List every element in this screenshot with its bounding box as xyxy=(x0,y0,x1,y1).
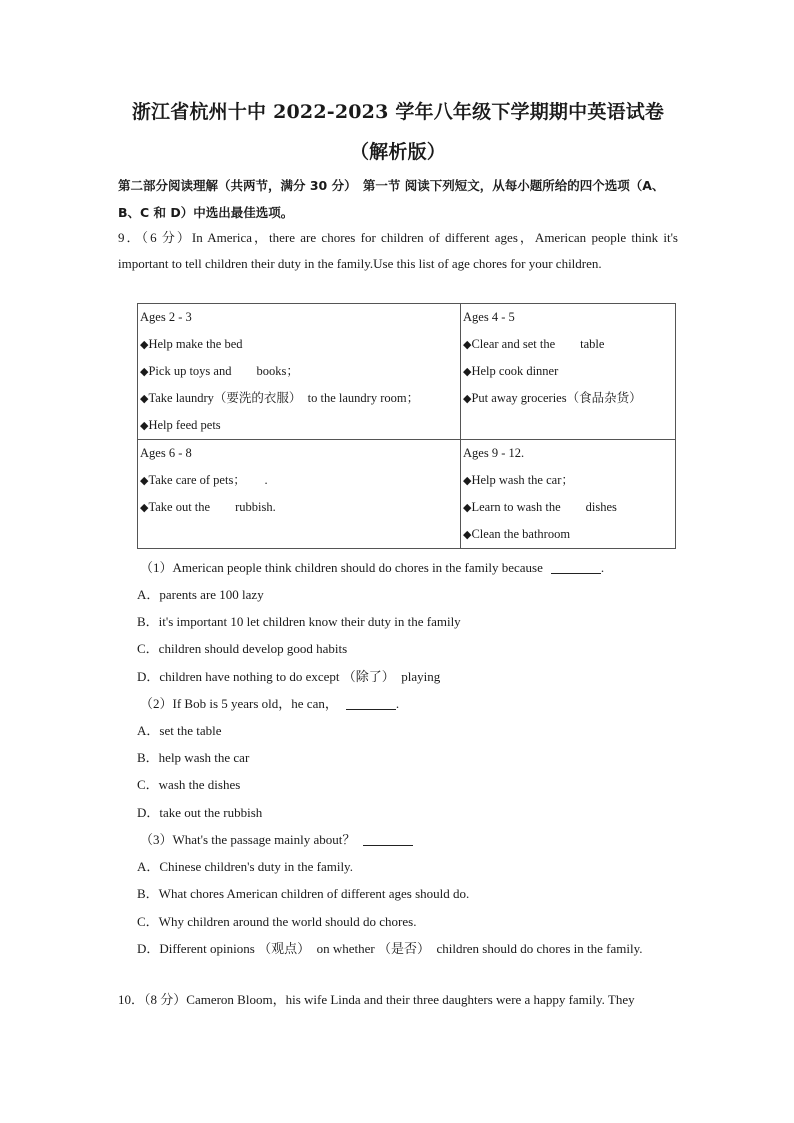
cell-header: Ages 6 - 8 xyxy=(140,446,192,460)
diamond-bullet-icon: ◆ xyxy=(463,502,472,514)
option-c[interactable]: C．children should develop good habits xyxy=(137,641,348,656)
sub-question-stem: （1）American people think children should do chores in the family because xyxy=(140,560,543,575)
cell-header: Ages 2 - 3 xyxy=(140,310,192,324)
diamond-bullet-icon: ◆ xyxy=(140,339,149,351)
list-item: ◆Learn to wash the dishes xyxy=(463,500,617,514)
option-b[interactable]: B．it's important 10 let children know their duty in the family xyxy=(137,614,461,629)
list-item: ◆Put away groceries（食品杂货） xyxy=(463,391,642,405)
answer-blank[interactable] xyxy=(363,831,413,846)
cell-header: Ages 9 - 12. xyxy=(463,446,525,460)
sub-question-1: （1）American people think children should do chores in the family because . xyxy=(140,560,605,575)
table-cell xyxy=(138,440,461,549)
table-row xyxy=(138,304,676,440)
diamond-bullet-icon: ◆ xyxy=(463,393,472,405)
option-d[interactable]: D．Different opinions （观点） on whether （是否） children should do chores in the family. xyxy=(137,941,643,956)
question-score: （6 分） xyxy=(141,230,192,245)
list-item: ◆Take care of pets； . xyxy=(140,473,268,487)
option-b[interactable]: B．What chores American children of different ages should do. xyxy=(137,886,470,901)
list-item: ◆Clear and set the table xyxy=(463,337,605,351)
option-a[interactable]: A．parents are 100 lazy xyxy=(137,587,264,602)
option-c[interactable]: C．wash the dishes xyxy=(137,777,241,792)
list-item: ◆Help make the bed xyxy=(140,337,243,351)
option-a[interactable]: A．Chinese children's duty in the family. xyxy=(137,859,353,874)
question-score: （8 分） xyxy=(144,992,187,1007)
table-row xyxy=(138,440,676,549)
sub-question-2: （2）If Bob is 5 years old，he can， . xyxy=(140,696,400,711)
list-item: ◆Pick up toys and books； xyxy=(140,364,299,378)
answer-blank[interactable] xyxy=(551,559,601,574)
question-text: In America，there are chores for children of different ages，American people think it's important to tell children their duty in the family.Use this list of age chores for your children. xyxy=(118,230,678,271)
diamond-bullet-icon: ◆ xyxy=(140,366,149,378)
diamond-bullet-icon: ◆ xyxy=(140,475,149,487)
question-text: Cameron Bloom，his wife Linda and their three daughters were a happy family. They xyxy=(186,992,635,1007)
question-number: 9． xyxy=(118,230,142,245)
section-intro: 第二部分阅读理解（共两节，满分 30 分） 第一节 阅读下列短文，从每小题所给的四个选项（A、B、C 和 D）中选出最佳选项。 xyxy=(118,178,665,220)
diamond-bullet-icon: ◆ xyxy=(463,366,472,378)
question-number: 10． xyxy=(118,992,145,1007)
sub-question-stem: （3）What's the passage mainly about？ xyxy=(140,832,356,847)
list-item: ◆Help cook dinner xyxy=(463,364,559,378)
list-item: ◆Clean the bathroom xyxy=(463,527,571,541)
list-item: ◆Take laundry（要洗的衣服） to the laundry room； xyxy=(140,391,420,405)
option-b[interactable]: B．help wash the car xyxy=(137,750,250,765)
cell-header: Ages 4 - 5 xyxy=(463,310,515,324)
page-title: 浙江省杭州十中 2022-2023 学年八年级下学期期中英语试卷（解析版） xyxy=(131,101,665,163)
list-item: ◆Help wash the car； xyxy=(463,473,574,487)
diamond-bullet-icon: ◆ xyxy=(463,529,472,541)
sub-question-3 xyxy=(118,826,678,853)
question-10 xyxy=(118,987,678,1013)
question-9 xyxy=(118,225,678,277)
answer-blank[interactable] xyxy=(346,695,396,710)
table-cell xyxy=(461,304,676,440)
list-item: ◆Help feed pets xyxy=(140,418,221,432)
table-cell xyxy=(138,304,461,440)
diamond-bullet-icon: ◆ xyxy=(140,502,149,514)
diamond-bullet-icon: ◆ xyxy=(140,393,149,405)
diamond-bullet-icon: ◆ xyxy=(463,339,472,351)
age-chores-table xyxy=(137,303,676,549)
list-item: ◆Take out the rubbish. xyxy=(140,500,276,514)
option-d[interactable]: D．children have nothing to do except （除了） playing xyxy=(137,669,441,684)
option-c[interactable]: C．Why children around the world should do chores. xyxy=(137,914,417,929)
option-d[interactable]: D．take out the rubbish xyxy=(137,805,263,820)
diamond-bullet-icon: ◆ xyxy=(463,475,472,487)
diamond-bullet-icon: ◆ xyxy=(140,420,149,432)
option-a[interactable]: A．set the table xyxy=(137,723,222,738)
sub-question-stem: （2）If Bob is 5 years old，he can， xyxy=(140,696,338,711)
table-cell xyxy=(461,440,676,549)
